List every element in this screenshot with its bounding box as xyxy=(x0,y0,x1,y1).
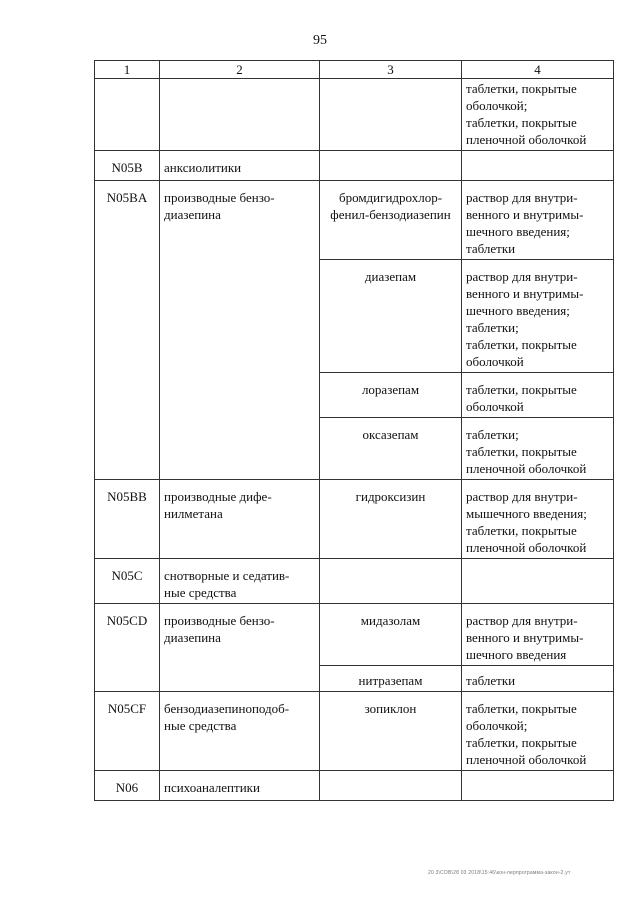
table-row xyxy=(95,151,614,181)
atc-code-cell: N05CF xyxy=(95,692,160,771)
drug-cell xyxy=(320,771,462,801)
drug-cell: лоразепам xyxy=(320,373,462,418)
atc-code-cell: N06 xyxy=(95,771,160,801)
group-cell: бензодиазепиноподоб- ные средства xyxy=(160,692,320,771)
drug-cell: диазепам xyxy=(320,260,462,373)
drug-cell xyxy=(320,559,462,604)
dosage-forms-cell: таблетки, покрытые оболочкой; таблетки, покрытые пленочной оболочкой xyxy=(462,692,614,771)
drug-cell: гидроксизин xyxy=(320,480,462,559)
file-path-footer: 20 3\COB\28 03 2018\15:46\кон-перпрограмма-закон-2.ут xyxy=(428,870,571,876)
column-header: 2 xyxy=(160,61,320,79)
atc-code-cell: N05C xyxy=(95,559,160,604)
drug-cell xyxy=(320,151,462,181)
drug-cell: нитразепам xyxy=(320,666,462,692)
atc-code-cell: N05CD xyxy=(95,604,160,692)
drug-table xyxy=(94,60,614,801)
atc-code-cell xyxy=(95,79,160,151)
dosage-forms-cell: таблетки, покрытые оболочкой xyxy=(462,373,614,418)
dosage-forms-cell xyxy=(462,559,614,604)
dosage-forms-cell xyxy=(462,771,614,801)
table-row xyxy=(95,79,614,151)
drug-cell: зопиклон xyxy=(320,692,462,771)
drug-cell xyxy=(320,79,462,151)
dosage-forms-cell: раствор для внутри- венного и внутримы- шечного введения xyxy=(462,604,614,666)
group-cell: производные бензо- диазепина xyxy=(160,604,320,692)
atc-code-cell: N05B xyxy=(95,151,160,181)
page-number: 95 xyxy=(313,33,327,48)
drug-cell: оксазепам xyxy=(320,418,462,480)
table-row xyxy=(95,604,614,666)
dosage-forms-cell: таблетки; таблетки, покрытые пленочной оболочкой xyxy=(462,418,614,480)
column-header: 4 xyxy=(462,61,614,79)
group-cell: снотворные и седатив- ные средства xyxy=(160,559,320,604)
group-cell: производные бензо- диазепина xyxy=(160,181,320,480)
group-cell: производные дифе- нилметана xyxy=(160,480,320,559)
column-header: 1 xyxy=(95,61,160,79)
table-row xyxy=(95,181,614,260)
dosage-forms-cell: раствор для внутри- венного и внутримы- шечного введения; таблетки xyxy=(462,181,614,260)
dosage-forms-cell: таблетки, покрытые оболочкой; таблетки, покрытые пленочной оболочкой xyxy=(462,79,614,151)
atc-code-cell: N05BB xyxy=(95,480,160,559)
dosage-forms-cell: таблетки xyxy=(462,666,614,692)
drug-cell: бромдигидрохлор- фенил-бензодиазепин xyxy=(320,181,462,260)
table-row xyxy=(95,692,614,771)
dosage-forms-cell xyxy=(462,151,614,181)
dosage-forms-cell: раствор для внутри- венного и внутримы- шечного введения; таблетки; таблетки, покрытые оболочкой xyxy=(462,260,614,373)
atc-code-cell: N05BA xyxy=(95,181,160,480)
table-header-row xyxy=(95,61,614,79)
column-header: 3 xyxy=(320,61,462,79)
table-row xyxy=(95,771,614,801)
group-cell: психоаналептики xyxy=(160,771,320,801)
group-cell: анксиолитики xyxy=(160,151,320,181)
drug-cell: мидазолам xyxy=(320,604,462,666)
dosage-forms-cell: раствор для внутри- мышечного введения; таблетки, покрытые пленочной оболочкой xyxy=(462,480,614,559)
table-row xyxy=(95,480,614,559)
group-cell xyxy=(160,79,320,151)
table-row xyxy=(95,559,614,604)
